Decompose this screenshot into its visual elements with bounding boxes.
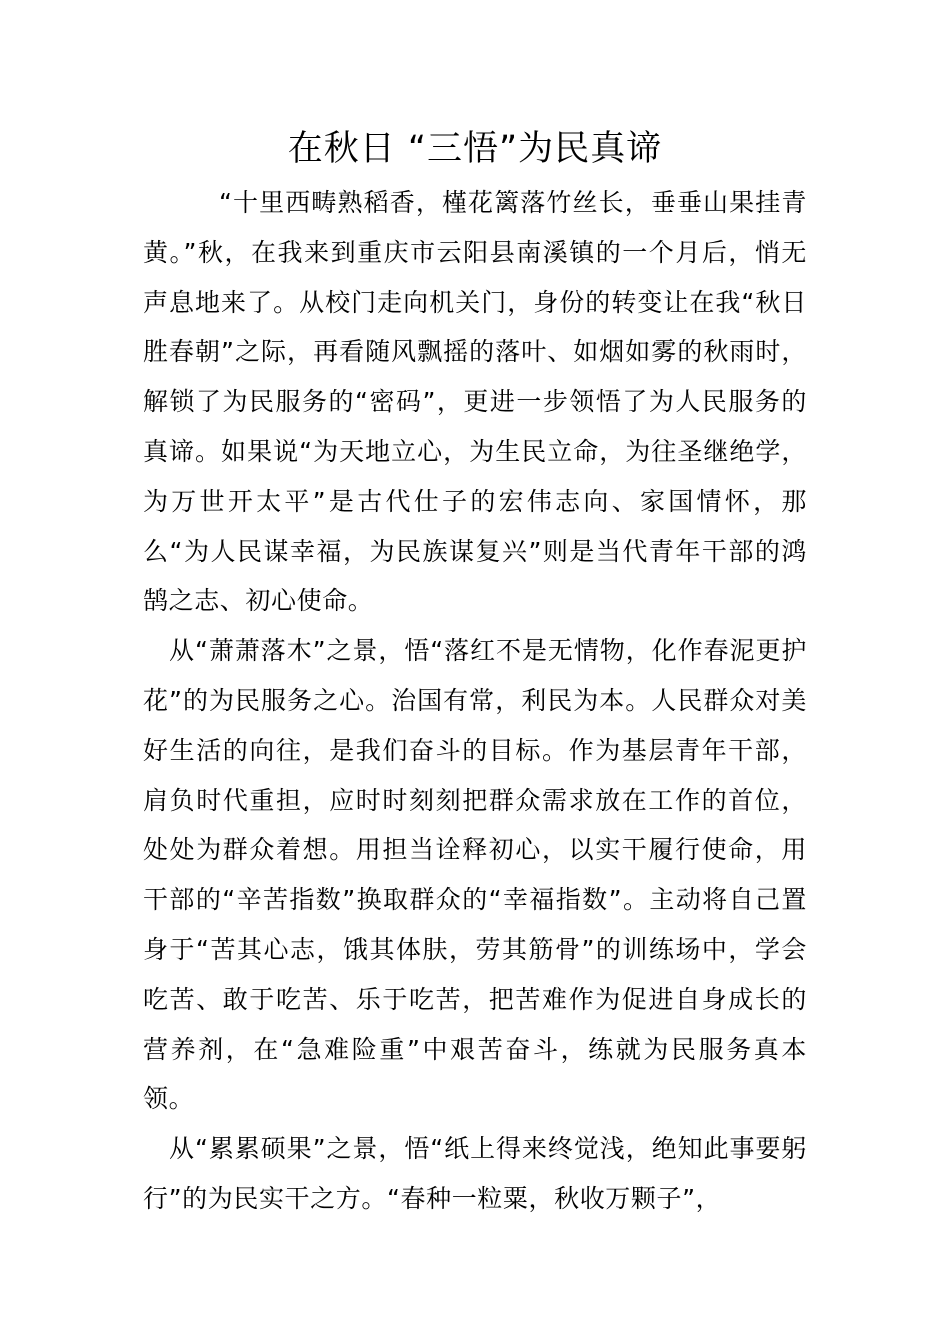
paragraph-2: 从“萧萧落木”之景，悟“落红不是无情物，化作春泥更护花”的为民服务之心。治国有常，利民为本。人民群众对美好生活的向往，是我们奋斗的目标。作为基层青年干部，肩负时代重担，应时时刻刻把群众需求放在工作的首位，处处为群众着想。用担当诠释初心，以实干履行使命，用干部的“辛苦指数”换取群众的“幸福指数”。主动将自己置身于“苦其心志，饿其体肤，劳其筋骨”的训练场中，学会吃苦、敢于吃苦、乐于吃苦，把苦难作为促进自身成长的营养剂，在“急难险重”中艰苦奋斗，练就为民服务真本领。 <box>143 636 807 1114</box>
document-title: 在秋日 “三悟”为民真谛 <box>287 129 663 169</box>
paragraph-3: 从“累累硕果”之景，悟“纸上得来终觉浅，绝知此事要躬行”的为民实干之方。“春种一粒粟，秋收万颗子”， <box>143 1134 807 1213</box>
paragraph-1: “十里西畴熟稻香，槿花篱落竹丝长，垂垂山果挂青黄。”秋，在我来到重庆市云阳县南溪镇的一个月后，悄无声息地来了。从校门走向机关门，身份的转变让在我“秋日胜春朝”之际，再看随风飘摇的落叶、如烟如雾的秋雨时，解锁了为民服务的“密码”，更进一步领悟了为人民服务的真谛。如果说“为天地立心，为生民立命，为往圣继绝学，为万世开太平”是古代仕子的宏伟志向、家国情怀，那么“为人民谋幸福，为民族谋复兴”则是当代青年干部的鸿鹄之志、初心使命。 <box>143 188 807 616</box>
document-body <box>143 178 807 1224</box>
